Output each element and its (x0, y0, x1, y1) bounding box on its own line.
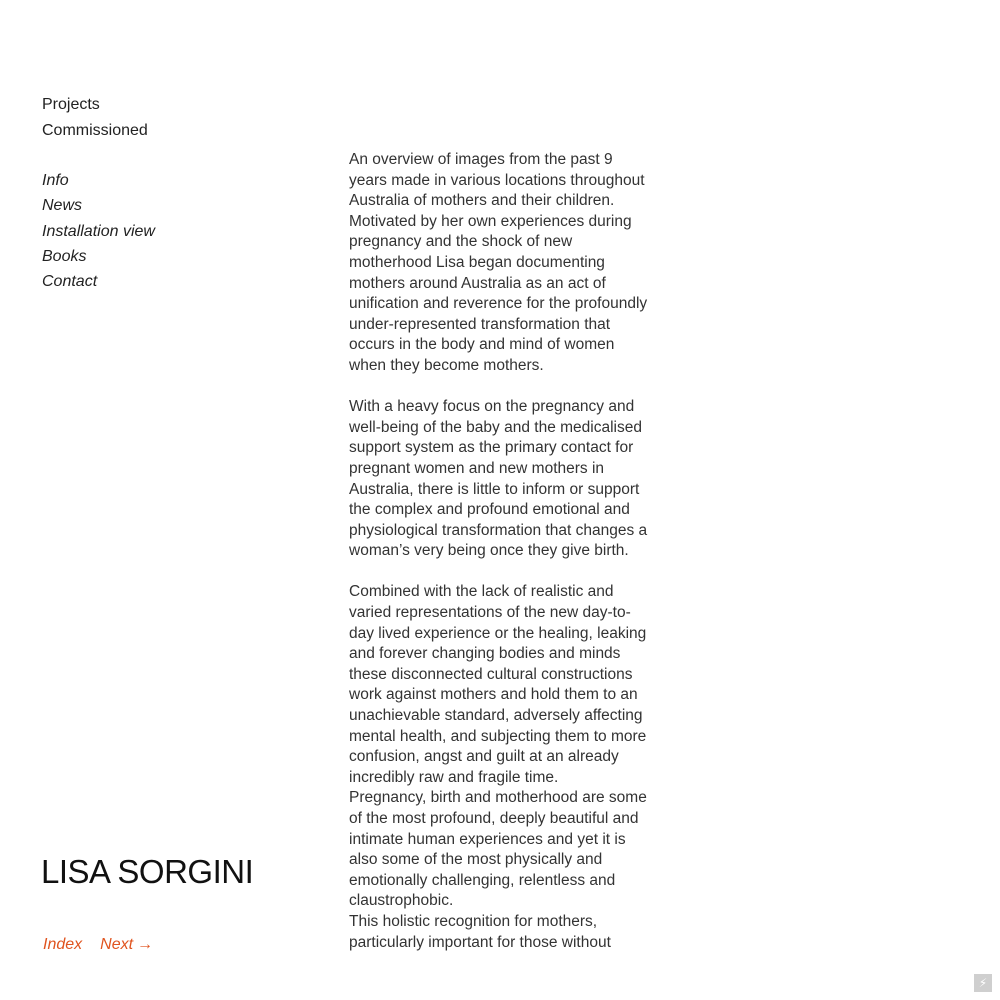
paragraph-recognition: This holistic recognition for mothers, particularly important for those without (349, 912, 611, 951)
paragraph-pregnancy: Pregnancy, birth and motherhood are some of the most profound, deeply beautiful and intimate human experiences and yet it is also some of the most physically and emotionally challenging, relentless and claustrophobic. (349, 789, 647, 910)
nav-item-contact[interactable]: Contact (42, 273, 98, 291)
nav-item-projects[interactable]: Projects (42, 96, 100, 113)
pager (43, 934, 153, 956)
nav-item-info[interactable]: Info (42, 172, 69, 189)
nav-item-books[interactable]: Books (42, 247, 87, 265)
project-description (349, 150, 654, 953)
nav-item-installation-view[interactable]: Installation view (42, 222, 155, 240)
paragraph-medical-focus: With a heavy focus on the pregnancy and well-being of the baby and the medicalised support system as the primary contact for pregnant women and new mothers in Australia, there is little to inform or support the complex and profound emotional and physiological transformation that changes a woman’s very being once they give birth. (349, 398, 648, 560)
next-label: Next (100, 936, 134, 953)
index-link[interactable]: Index (43, 936, 83, 953)
secondary-nav (42, 168, 155, 294)
lightning-icon[interactable]: ⚡ (974, 974, 992, 992)
nav-item-commissioned[interactable]: Commissioned (42, 121, 148, 139)
site-title[interactable]: LISA SORGINI (41, 853, 254, 890)
nav-item-news[interactable]: News (42, 197, 83, 215)
paragraph-motivation: Motivated by her own experiences during pregnancy and the shock of new motherhood Lisa began documenting mothers around Australia as an act of unification and reverence for the profoundly under-represented transformation that occurs in the body and mind of women when they become mothers. (349, 212, 648, 374)
primary-nav (42, 92, 148, 143)
arrow-right-icon: → (137, 936, 154, 953)
next-link[interactable] (100, 934, 153, 956)
paragraph-overview: An overview of images from the past 9 years made in various locations throughout Australia of mothers and their children. (349, 151, 645, 210)
paragraph-representation: Combined with the lack of realistic and varied representations of the new day-to-day lived experience or the healing, leaking and forever changing bodies and minds these disconnected cultural constructions work against mothers and hold them to an unachievable standard, adversely affecting mental health, and subjecting them to more confusion, angst and guilt at an already incredibly raw and fragile time. (349, 583, 647, 786)
